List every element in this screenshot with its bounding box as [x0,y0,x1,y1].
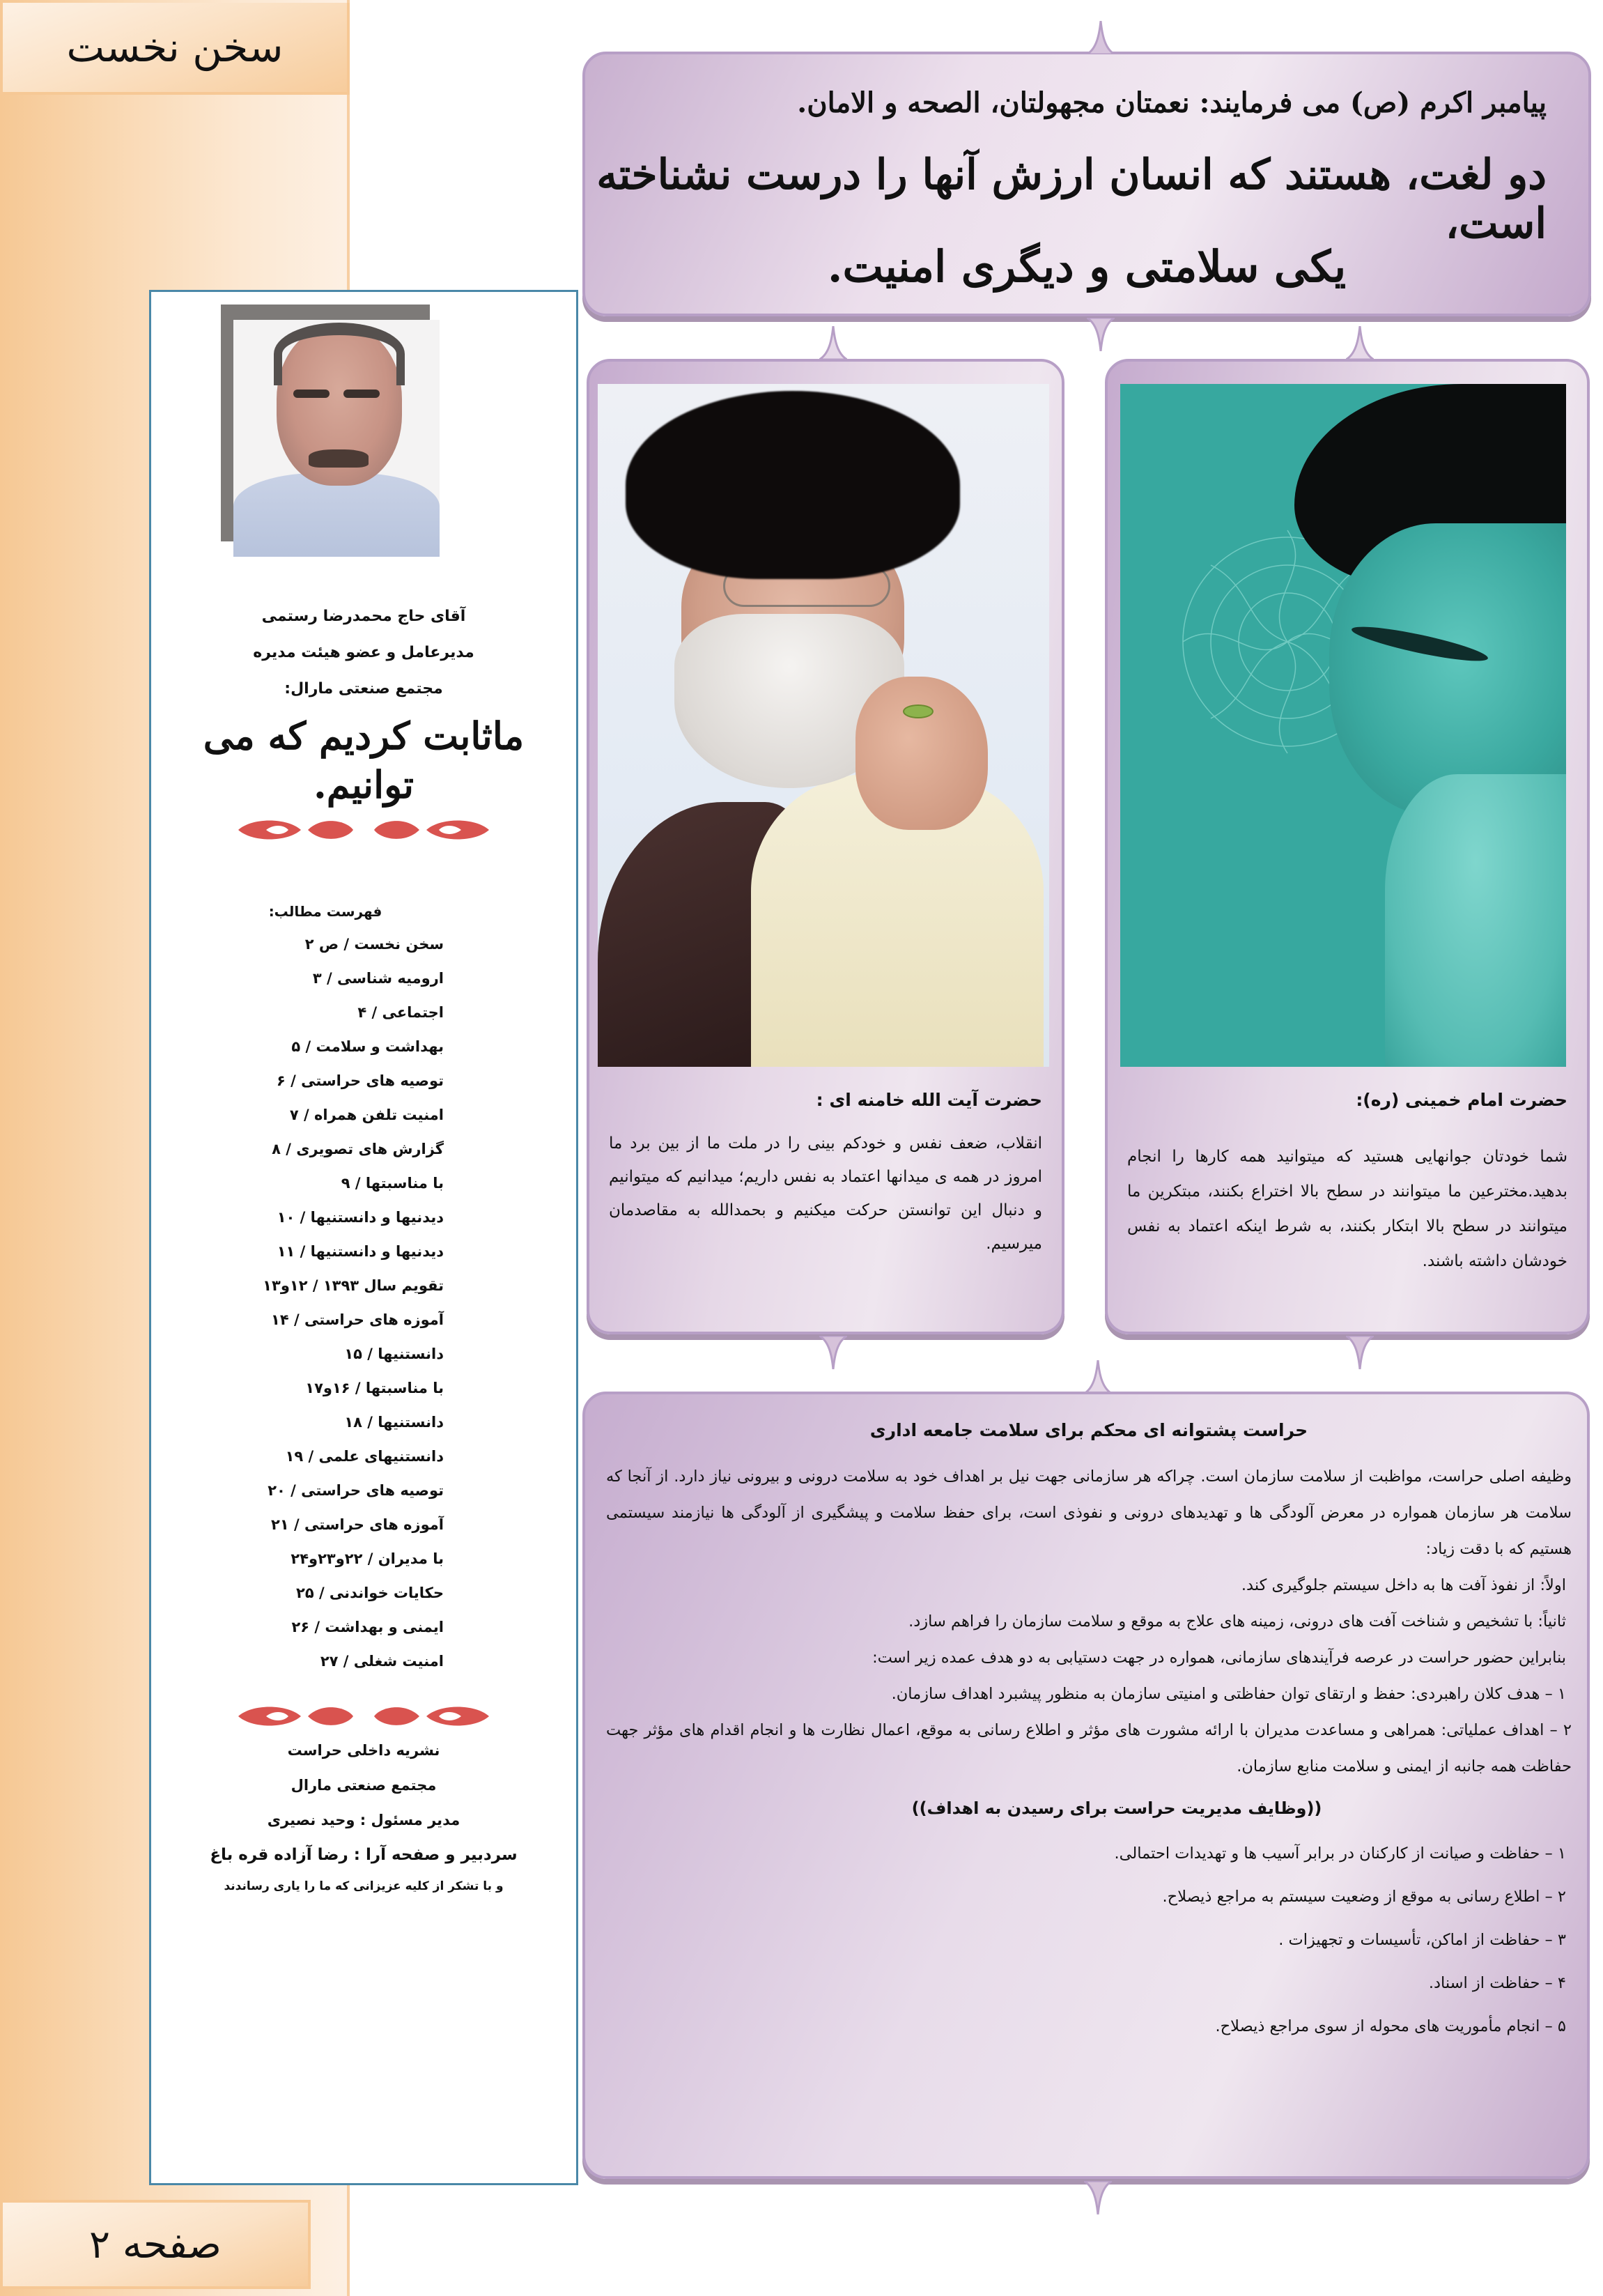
toc-title: فهرست مطالب: [268,903,382,920]
toc-item: آموزه های حراستی / ۱۴ [271,1311,444,1328]
toc-item: اجتماعی / ۴ [357,1004,444,1021]
article-bubble [582,1392,1590,2179]
section-header [0,3,350,95]
article-first-point: اولاً: از نفوذ آفت ها به داخل سیستم جلوگیری کند. [1241,1576,1566,1594]
page-footer [0,2200,311,2289]
toc-item: با مناسبتها / ۹ [341,1175,444,1192]
duties-title: ((وظایف مدیریت حراست برای رسیدن به اهداف)) [911,1798,1322,1818]
hadith-line-3: یکی سلامتی و دیگری امنیت. [827,241,1347,292]
section-title: سخن نخست [66,24,284,71]
quote-body [609,1086,1042,1261]
khomeini-portrait-icon [1120,384,1566,1067]
bubble-notch-icon [1087,21,1115,54]
bubble-notch-icon [819,1336,847,1369]
profile-org: مجتمع صنعتی مارال: [284,680,443,698]
credit-company: مجتمع صنعتی مارال [291,1777,437,1794]
toc-item: امنیت تلفن همراه / ۷ [289,1107,444,1123]
toc-item: ارومیه شناسی / ۳ [312,970,444,987]
duties-list [606,1832,1572,2048]
article-intro: وظیفه اصلی حراست، مواظبت از سلامت سازمان است. چراکه هر سازمانی جهت نیل بر اهداف خود به سلامت درونی و بیرونی نیاز دارد. از آنجا که سلامت هر سازمان همواره در معرض آلودگی ها و تهدیدهای درونی و نفوذی است، برای حفظ سلامت و پیشگیری از آلودگی ها نیازمند سیستمی هستیم که با دقت زیاد: [606,1467,1572,1558]
bubble-notch-icon [819,326,847,360]
toc-item: توصیه های حراستی / ۲۰ [268,1482,444,1499]
portrait-photo-icon [233,320,440,557]
bubble-notch-icon [1087,318,1115,351]
article-therefore: بنابراین حضور حراست در عرصه فرآیندهای سازمانی، همواره در جهت دستیابی به دو هدف عمده زیر است: [872,1649,1566,1667]
quote-card-khamenei [587,359,1064,1334]
toc-item: با مناسبتها / ۱۶و۱۷ [305,1380,444,1396]
toc-item: امنیت شغلی / ۲۷ [320,1653,444,1670]
bubble-notch-icon [1084,1360,1112,1394]
toc-item: تقویم سال ۱۳۹۳ / ۱۲و۱۳ [263,1277,444,1294]
quote-title: حضرت آیت الله خامنه ای : [816,1090,1042,1110]
article-title: حراست پشتوانه ای محکم برای سلامت جامعه اداری [869,1420,1308,1440]
toc-item: دانستنیها / ۱۵ [344,1346,444,1362]
profile-block [151,599,576,844]
article-goal-1: ۱ – هدف کلان راهبردی: حفظ و ارتقای توان حفاظتی و امنیتی سازمان به منظور پیشبرد اهداف سازمان. [891,1685,1566,1703]
profile-motto: ماثابت کردیم که می توانیم. [203,714,525,807]
toc-list [151,927,576,1679]
duty-item: ۲ – اطلاع رسانی به موقع از وضعیت سیستم به مراجع ذیصلاح. [1162,1888,1566,1906]
ornament-divider-icon [224,1702,503,1730]
article-goal-2: ۲ – اهداف عملیاتی: همراهی و مساعدت مدیران با ارائه مشورت های مؤثر و اطلاع رسانی به موقع، اعمال نظارت ها و انجام اقدام های مؤثر جهت حفاظت همه جانبه از ایمنی و سلامت منابع سازمان. [606,1721,1572,1775]
credits-block [151,1702,576,1900]
bubble-notch-icon [1346,1336,1374,1369]
hadith-line-1: پیامبر اکرم (ص) می فرمایند: نعمتان مجهولتان، الصحه و الامان. [797,86,1547,119]
credit-thanks: و با تشکر از کلیه عزیزانی که ما را یاری رساندند [224,1879,504,1893]
toc-item: توصیه های حراستی / ۶ [277,1072,444,1089]
hadith-line-2: دو لغت، هستند که انسان ارزش آنها را درست نشناخته است، [596,151,1547,248]
duty-item: ۵ – انجام مأموریت های محوله از سوی مراجع ذیصلاح. [1215,2017,1566,2035]
duty-item: ۳ – حفاظت از اماکن، تأسیسات و تجهیزات . [1278,1931,1566,1949]
hadith-bubble [582,52,1591,316]
quote-text: شما خودتان جوانهایی هستید که میتوانید همه کارها را انجام بدهید.مخترعین ما میتوانند در سطح بالا اختراع بکنند، مبتکرین ما میتوانند در سطح بالا ابتکار بکنند، به شرط اینکه اعتماد به نفس خودشان داشته باشند. [1127,1148,1567,1270]
quote-text: انقلاب، ضعف نفس و خودکم بینی را در ملت ما از بین برد ما امروز در همه ی میدانها اعتماد به نفس داریم؛ میدانیم که میتوانیم و دنبال این توانستن حرکت میکنیم و بحمدالله به مقاصدمان میرسیم. [609,1134,1042,1253]
toc-item: با مدیران / ۲۲و۲۳و۲۴ [291,1550,444,1567]
toc-item: دانستنیها / ۱۸ [344,1414,444,1431]
toc-item: دیدنیها و دانستنیها / ۱۰ [277,1209,444,1226]
article-second-point: ثانیاً: با تشخیص و شناخت آفت های درونی، زمینه های علاج به موقع و سلامت سازمان را فراهم سازد. [908,1612,1566,1631]
toc-item: حکایات خواندنی / ۲۵ [296,1585,444,1601]
article-body [606,1415,1572,2048]
credit-publication: نشریه داخلی حراست [287,1742,440,1759]
ornament-divider-icon [224,816,503,844]
quote-body [1127,1086,1567,1279]
quote-card-khomeini [1105,359,1590,1334]
duty-item: ۴ – حفاظت از اسناد. [1428,1974,1566,1992]
duty-item: ۱ – حفاظت و صیانت از کارکنان در برابر آسیب ها و تهدیدات احتمالی. [1114,1844,1566,1863]
profile-name: آقای حاج محمدرضا رستمی [261,608,466,625]
bubble-notch-icon [1346,326,1374,360]
khamenei-portrait-icon [598,384,1049,1067]
toc-item: آموزه های حراستی / ۲۱ [271,1516,444,1533]
credit-manager: مدیر مسئول : وحید نصیری [267,1812,460,1828]
toc-item: دانستنیهای علمی / ۱۹ [285,1448,444,1465]
toc-item: دیدنیها و دانستنیها / ۱۱ [277,1243,444,1260]
quote-title: حضرت امام خمینی (ره): [1356,1090,1567,1110]
page-number: صفحه ۲ [89,2221,222,2267]
table-of-contents [151,895,576,1679]
credit-editor: سردبیر و صفحه آرا : رضا آزاده قره باغ [210,1846,518,1864]
toc-item: بهداشت و سلامت / ۵ [291,1038,444,1055]
profile-role: مدیرعامل و عضو هیئت مدیره [253,644,474,661]
toc-item: ایمنی و بهداشت / ۲۶ [291,1619,444,1635]
toc-item: سخن نخست / ص ۲ [304,936,444,953]
info-card [149,290,578,2185]
toc-item: گزارش های تصویری / ۸ [272,1141,444,1157]
bubble-notch-icon [1084,2181,1112,2214]
